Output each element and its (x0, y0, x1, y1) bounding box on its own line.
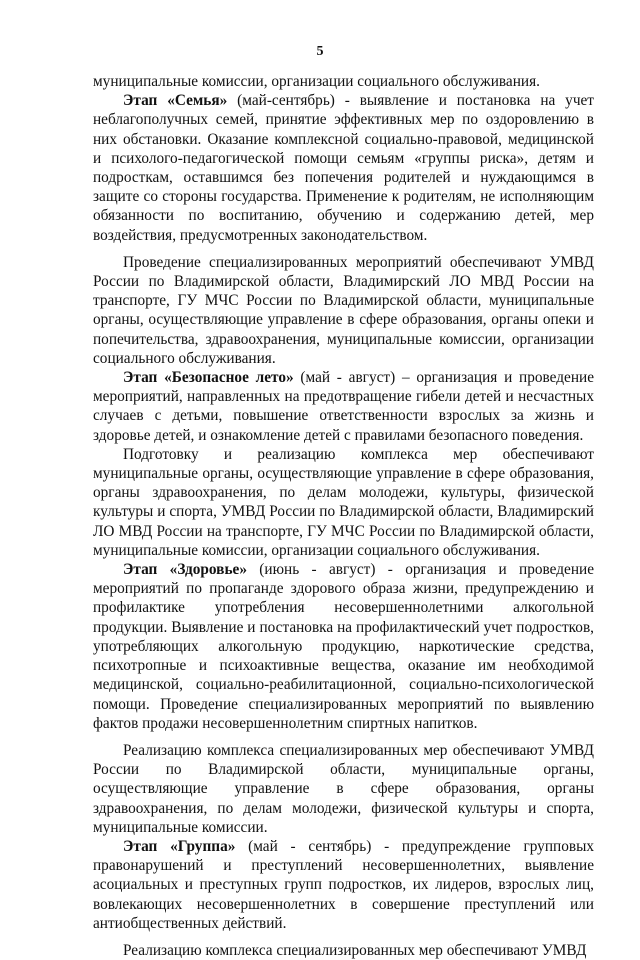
paragraph-text: (июнь - август) - организация и проведение мероприятий по пропаганде здорового образа жизни, предупреждению и профилактике употребления несовершеннолетними алкогольной продукции. Выявление и постановка на профилактический учет подростков, употребляющих алкогольную продукцию, наркотические средства, психотропные и психоактивные вещества, оказание им необходимой медицинской, социально-реабилитационной, социально-психологической помощи. Проведение специализированных мероприятий по выявлению фактов продажи несовершеннолетним спиртных напитков. (93, 561, 594, 732)
paragraph-3 (93, 253, 594, 368)
paragraph-text: Реализацию комплекса специализированных мер обеспечивают УМВД (123, 941, 587, 959)
paragraph-stage-health (93, 560, 594, 733)
paragraph-stage-group (93, 837, 594, 933)
paragraph-text: (май-сентябрь) - выявление и постановка на учет неблагополучных семей, принятие эффективных мер по оздоровлению в них обстановки. Оказание комплексной социально-правовой, медицинской и психолого-педагогической помощи семьям «группы риска», детям и подросткам, оставшимся без попечения родителей и нуждающимся в защите со стороны государства. Применение к родителям, не исполняющим обязанности по воспитанию, обучению и содержанию детей, мер воздействия, предусмотренных законодательством. (93, 92, 594, 244)
paragraph-stage-family (93, 91, 594, 245)
stage-heading: Этап «Семья» (123, 92, 228, 110)
body-text (93, 72, 594, 960)
paragraph-1 (93, 72, 594, 91)
paragraph-text: Проведение специализированных мероприятий обеспечивают УМВД России по Владимирской области, Владимирский ЛО МВД России на транспорте, ГУ МЧС России по Владимирской области, муниципальные органы, осуществляющие управление в сфере образования, органы опеки и попечительства, здравоохранения, муниципальные комиссии, организации социального обслуживания. (93, 253, 594, 367)
paragraph-7 (93, 741, 594, 837)
paragraph-stage-safe-summer (93, 368, 594, 445)
paragraph-text: муниципальные комиссии, организации социального обслуживания. (93, 73, 540, 90)
paragraph-text: (май - сентябрь) - предупреждение групповых правонарушений и преступлений несовершеннолетних, выявление асоциальных и преступных групп подростков, их лидеров, взрослых лиц, вовлекающих несовершеннолетних в совершение преступлений или антиобщественных действий. (93, 837, 594, 932)
paragraph-text: Подготовку и реализацию комплекса мер обеспечивают муниципальные органы, осуществляющие управление в сфере образования, органы здравоохранения, по делам молодежи, культуры, физической культуры и спорта, УМВД России по Владимирской области, Владимирский ЛО МВД России на транспорте, ГУ МЧС России по Владимирской области, муниципальные комиссии, организации социального обслуживания. (93, 445, 594, 559)
paragraph-5 (93, 445, 594, 560)
page-number: 5 (316, 44, 324, 59)
stage-heading: Этап «Группа» (123, 837, 236, 855)
paragraph-text: (май - август) – организация и проведение мероприятий, направленных на предотвращение гибели детей и несчастных случаев с детьми, повышение ответственности взрослых за жизнь и здоровье детей, и ознакомление детей с правилами безопасного поведения. (93, 369, 594, 444)
stage-heading: Этап «Безопасное лето» (123, 369, 294, 387)
paragraph-9 (93, 941, 594, 960)
paragraph-text: Реализацию комплекса специализированных мер обеспечивают УМВД России по Владимирской области, муниципальные органы, осуществляющие управление в сфере образования, органы здравоохранения, по делам молодежи, физической культуры и спорта, муниципальные комиссии. (93, 741, 594, 836)
stage-heading: Этап «Здоровье» (123, 561, 247, 579)
